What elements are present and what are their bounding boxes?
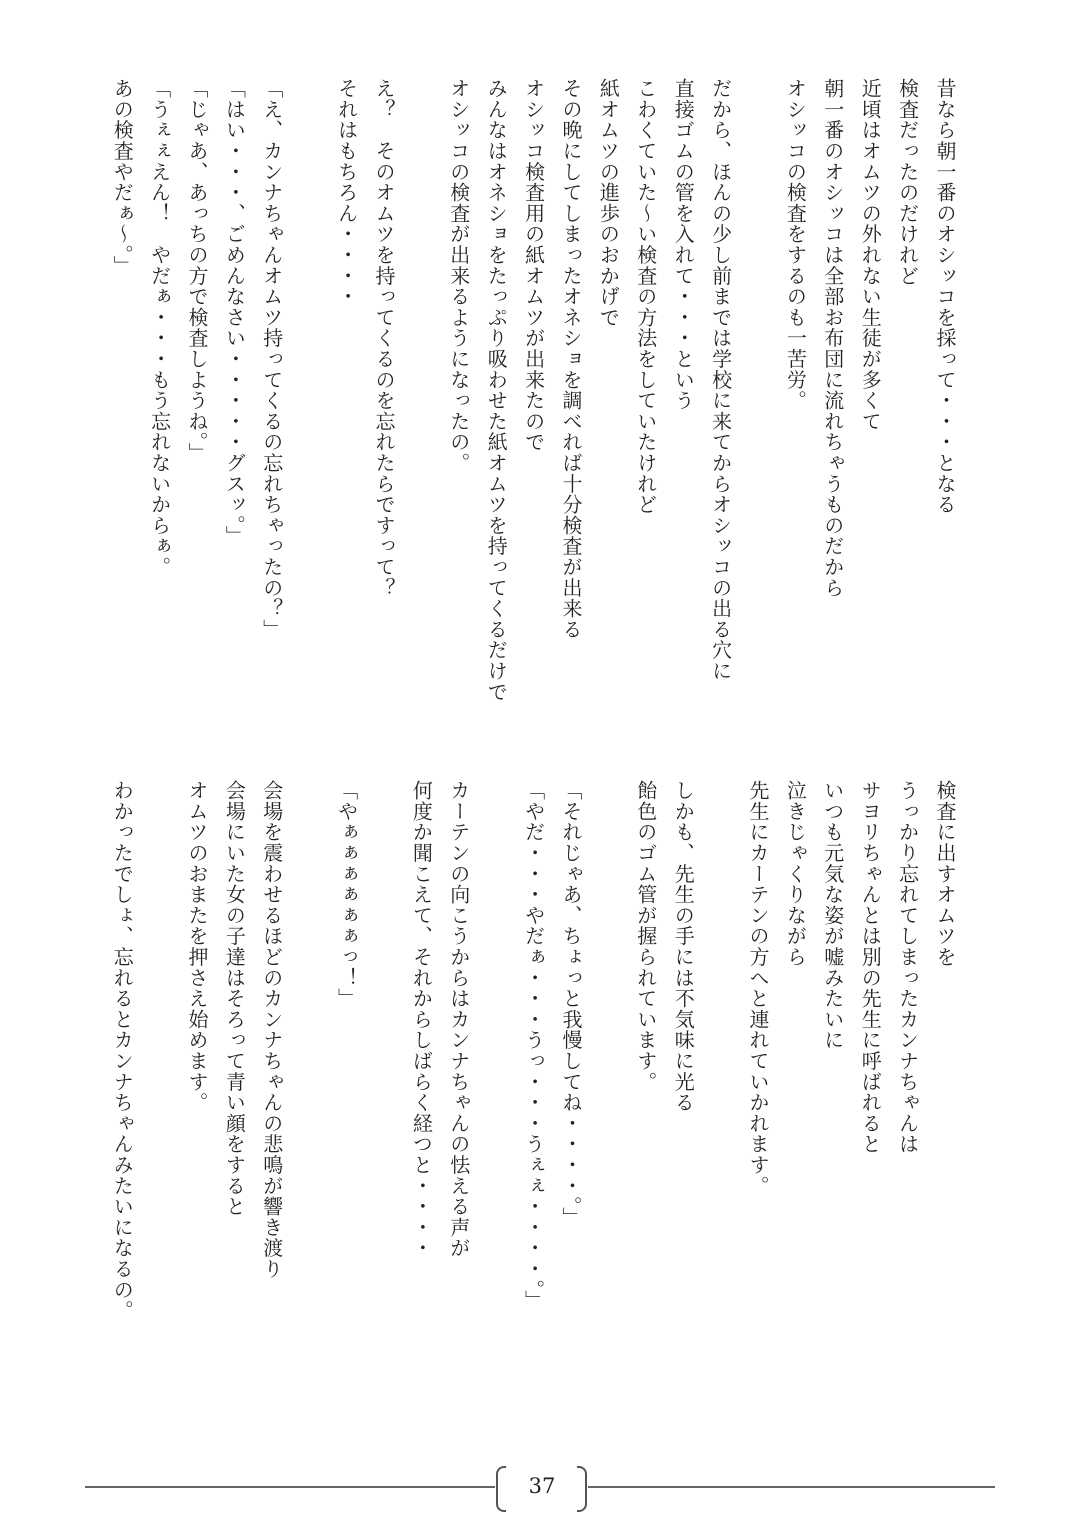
text-line: 検査だったのだけれど	[895, 78, 920, 286]
text-line: しかも、先生の手には不気味に光る	[671, 780, 696, 1113]
text-line: わかったでしょ、忘れるとカンナちゃんみたいになるの。	[110, 780, 135, 1321]
text-line: それはもちろん・・・・	[334, 78, 359, 307]
text-line: 「じゃあ、あっちの方で検査しようね。」	[185, 78, 209, 464]
text-line: オシッコ検査用の紙オムツが出来たので	[521, 78, 546, 453]
text-line: オシッコの検査をするのも一苦労。	[783, 78, 808, 411]
text-line: 検査に出すオムツを	[933, 780, 957, 968]
text-line: え？ そのオムツを持ってくるのを忘れたらですって？	[372, 78, 396, 598]
text-line: 「え、カンナちゃんオムツ持ってくるの忘れちゃったの？」	[259, 78, 284, 640]
text-line: 「はい・・・、ごめんなさい・・・・・グスッ。」	[222, 78, 247, 547]
text-line: 昔なら朝一番のオシッコを採って・・・となる	[933, 78, 957, 515]
text-line: 会場を震わせるほどのカンナちゃんの悲鳴が響き渡り	[259, 780, 284, 1280]
text-line: だから、ほんの少し前までは学校に来てからオシッコの出る穴に	[708, 78, 733, 682]
text-line: その晩にしてしまったオネショを調べれば十分検査が出来る	[559, 78, 583, 640]
page-number: 37	[528, 1474, 556, 1498]
bottom-text-block	[0, 780, 1080, 1400]
text-line: あの検査やだぁ〜。」	[110, 78, 135, 276]
text-line: 飴色のゴム管が握られています。	[633, 780, 658, 1092]
text-line: 泣きじゃくりながら	[783, 780, 808, 968]
footer-rule-right	[588, 1486, 995, 1488]
blank-line	[290, 78, 327, 738]
text-line: 紙オムツの進歩のおかげで	[596, 78, 621, 328]
footer-rule-left	[85, 1486, 495, 1488]
blank-line	[702, 780, 739, 1440]
text-line: 「やだ・・・やだぁ・・・うっ・・・うぇぇ・・・・。」	[521, 780, 546, 1311]
page-number-bracket-right	[577, 1466, 587, 1512]
text-line: 朝一番のオシッコは全部お布団に流れちゃうものだから	[820, 78, 845, 598]
text-line: 「やぁぁぁぁぁぁっ！」	[334, 780, 359, 1009]
page-number-bracket-left	[496, 1466, 506, 1512]
text-line: 「それじゃあ、ちょっと我慢してね・・・・。」	[559, 780, 583, 1228]
text-line: 会場にいた女の子達はそろって青い顔をすると	[222, 780, 247, 1217]
blank-line	[589, 780, 626, 1440]
blank-line	[477, 780, 514, 1440]
blank-line	[290, 780, 327, 1440]
blank-line	[739, 78, 776, 738]
text-line: いつも元気な姿が嘘みたいに	[820, 780, 845, 1051]
text-line: 「うぇぇえん！ やだぁ・・・もう忘れないからぁ。	[147, 78, 172, 578]
text-line: うっかり忘れてしまったカンナちゃんは	[895, 780, 920, 1155]
text-line: サヨリちゃんとは別の先生に呼ばれると	[858, 780, 883, 1155]
text-line: 直接ゴムの管を入れて・・・という	[671, 78, 696, 411]
blank-line	[365, 780, 402, 1440]
text-line: こわくていた〜い検査の方法をしていたけれど	[633, 78, 658, 515]
text-line: オムツのおまたを押さえ始めます。	[185, 780, 209, 1113]
text-line: カーテンの向こうからはカンナちゃんの怯える声が	[446, 780, 471, 1259]
text-line: 近頃はオムツの外れない生徒が多くて	[858, 78, 883, 432]
text-line: 先生にカーテンの方へと連れていかれます。	[746, 780, 770, 1196]
top-text-block	[0, 78, 1080, 738]
text-line: みんなはオネショをたっぷり吸わせた紙オムツを持ってくるだけで	[484, 78, 509, 702]
blank-line	[141, 780, 178, 1440]
text-line: 何度か聞こえて、それからしばらく経つと・・・・	[409, 780, 434, 1259]
text-line: オシッコの検査が出来るようになったの。	[446, 78, 471, 474]
blank-line	[402, 78, 439, 738]
